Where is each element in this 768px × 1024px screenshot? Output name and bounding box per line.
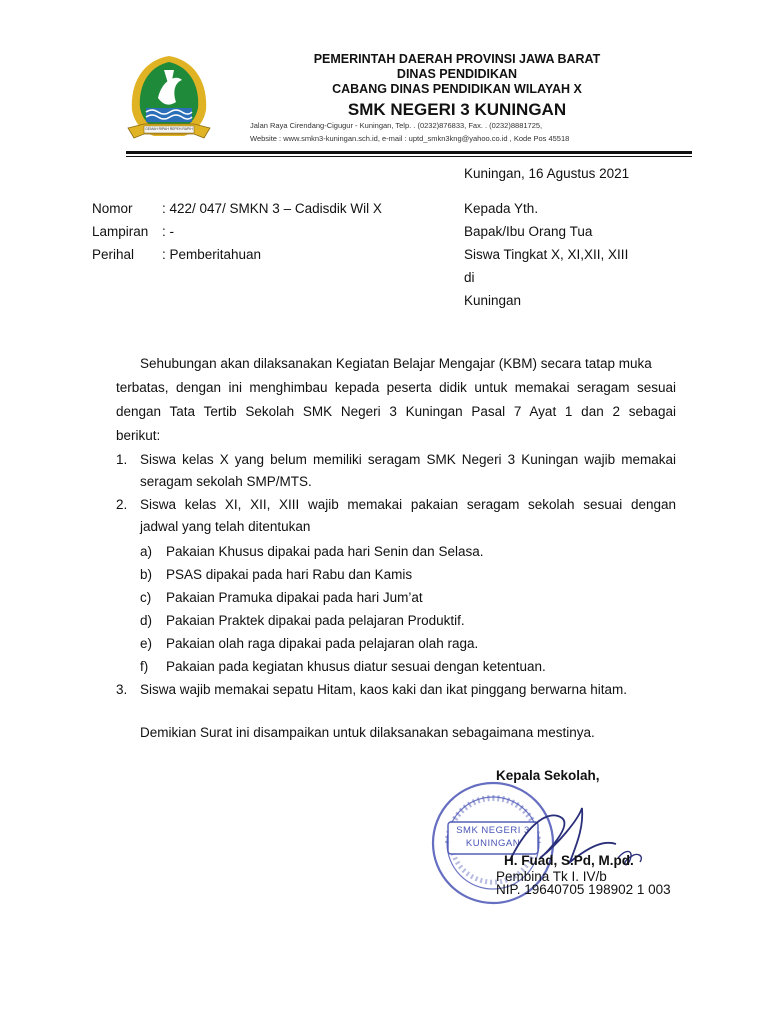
sublist-item-text: Pakaian pada kegiatan khusus diatur sesuai dengan ketentuan.	[166, 659, 546, 674]
sublist-letter: c)	[140, 590, 152, 605]
letterhead-branch: CABANG DINAS PENDIDIKAN WILAYAH X	[332, 82, 582, 96]
list-number: 3.	[116, 682, 128, 697]
letterhead-agency: DINAS PENDIDIKAN	[396, 67, 518, 81]
sublist-letter: a)	[140, 544, 153, 559]
stamp-text-top: SMK NEGERI 3	[456, 825, 530, 836]
list-item-text: Siswa kelas XI, XII, XIII wajib memakai pakaian seragam sekolah sesuai dengan	[140, 497, 676, 512]
meta-number-value: : 422/ 047/ SMKN 3 – Cadisdik Wil X	[162, 201, 382, 216]
letterhead	[222, 52, 692, 121]
sublist-item-text: PSAS dipakai pada hari Rabu dan Kamis	[166, 567, 413, 582]
intro-line: berikut:	[116, 428, 161, 443]
stamp-text-bottom: KUNINGAN	[465, 838, 521, 849]
intro-line: dengan Tata Tertib Sekolah SMK Negeri 3 Kuningan Pasal 7 Ayat 1 dan 2 sebagai	[116, 404, 676, 419]
intro-line: Sehubungan akan dilaksanakan Kegiatan Belajar Mengajar (KBM) secara tatap muka	[140, 356, 652, 371]
letterhead-address: Jalan Raya Cirendang-Cigugur - Kuningan, Telp. . (0232)876833, Fax. . (0232)8881725,	[250, 121, 543, 130]
signatory-rank: Pembina Tk I. IV/b	[496, 869, 607, 884]
meta-subject-value: : Pemberitahuan	[162, 247, 262, 262]
sublist-letter: e)	[140, 636, 153, 651]
sublist-letter: d)	[140, 613, 153, 628]
sublist-item-text: Pakaian Praktek dipakai pada pelajaran Produktif.	[166, 613, 465, 628]
handwritten-signature	[500, 800, 660, 880]
list-item-text: Siswa kelas X yang belum memiliki seragam SMK Negeri 3 Kuningan wajib memakai	[140, 452, 676, 467]
recipient-line: Siswa Tingkat X, XI,XII, XIII	[464, 247, 629, 262]
meta-attachment-value: : -	[162, 224, 174, 239]
intro-line: terbatas, dengan ini menghimbau kepada peserta didik untuk memakai seragam sesuai	[116, 380, 676, 395]
closing-sentence: Demikian Surat ini disampaikan untuk dilaksanakan sebagaimana mestinya.	[140, 725, 595, 740]
list-item-text: jadwal yang telah ditentukan	[140, 519, 311, 534]
letterhead-rule-thick	[126, 151, 692, 154]
list-item-text: Siswa wajib memakai sepatu Hitam, kaos kaki dan ikat pinggang berwarna hitam.	[140, 682, 627, 697]
letterhead-rule-thin	[126, 156, 692, 157]
list-item-text: seragam sekolah SMP/MTS.	[140, 474, 312, 489]
sublist-letter: f)	[140, 659, 149, 674]
sublist-item-text: Pakaian Khusus dipakai pada hari Senin dan Selasa.	[166, 544, 484, 559]
recipient-line: Kuningan	[464, 293, 522, 308]
province-emblem	[124, 50, 214, 146]
meta-subject-label: Perihal	[92, 247, 135, 262]
recipient-line: Bapak/Ibu Orang Tua	[464, 224, 593, 239]
sublist-item-text: Pakaian olah raga dipakai pada pelajaran olah raga.	[166, 636, 479, 651]
signature-title: Kepala Sekolah,	[496, 768, 600, 783]
emblem-ribbon-text: GEMAH RIPAH REPEH RAPIH	[145, 127, 193, 131]
list-number: 2.	[116, 497, 128, 512]
signatory-name: H. Fuad, S.Pd, M.pd.	[504, 853, 634, 868]
meta-attachment-label: Lampiran	[92, 224, 149, 239]
sublist-letter: b)	[140, 567, 153, 582]
letterhead-school-name: SMK NEGERI 3 KUNINGAN	[347, 100, 567, 119]
letterhead-contact: Website : www.smkn3-kuningan.sch.id, e-mail : uptd_smkn3kng@yahoo.co.id , Kode Pos 45518	[250, 134, 570, 143]
sublist-item-text: Pakaian Pramuka dipakai pada hari Jum’at	[166, 590, 423, 605]
signatory-nip: NIP. 19640705 198902 1 003	[496, 882, 671, 897]
letterhead-government: PEMERINTAH DAERAH PROVINSI JAWA BARAT	[313, 52, 601, 66]
recipient-line: di	[464, 270, 475, 285]
recipient-line: Kepada Yth.	[464, 201, 539, 216]
letter-date: Kuningan, 16 Agustus 2021	[464, 166, 630, 181]
list-number: 1.	[116, 452, 128, 467]
meta-number-label: Nomor	[92, 201, 133, 216]
